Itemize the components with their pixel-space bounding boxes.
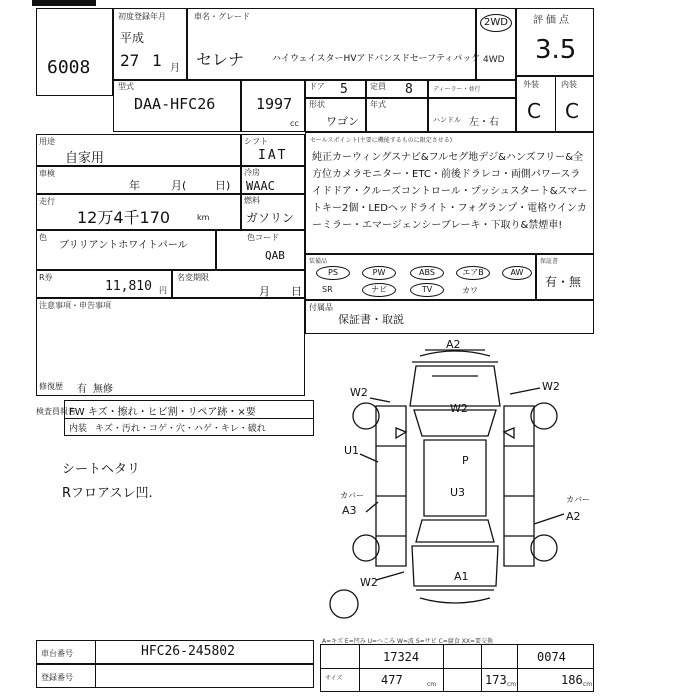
shift-label: シフト [244,137,268,146]
usage-label: 用途 [39,137,55,146]
map-u3: U3 [450,486,466,499]
displacement-cell [241,80,305,132]
model-label: 型式 [118,82,134,91]
map-a2-right: A2 [566,510,581,523]
chassis-label: 車台番号 [41,649,73,658]
lot-number: 6008 [47,57,91,78]
inspection-label: 車検 [39,169,55,178]
mileage: 12万4千170 [77,208,171,227]
color-code-cell [216,230,305,270]
map-a3: A3 [342,504,357,517]
cc-unit: cc [290,119,299,128]
usage: 自家用 [65,151,105,166]
car-name: セレナ [196,50,245,69]
inspector-line1: FW キズ・擦れ・ヒビ割・リペア跡・×要 [69,407,256,418]
body-cell [305,98,366,132]
exterior-interior-cell [516,76,594,132]
yen-unit: 円 [159,286,167,295]
fuel: ガソリン [246,211,295,225]
interior-label: 内装 [561,80,577,89]
map-kawa-left: カバー [340,491,364,500]
doors: 5 [340,82,348,97]
map-w2-right: W2 [542,380,560,393]
equip-tv: TV [410,283,444,297]
equipment-label: 装備品 [309,258,328,265]
chassis-number: HFC26-245802 [141,644,235,659]
color-label: 色 [39,233,47,242]
sales-points: 純正カーウィングスナビ&フルセグ地デジ&ハンズフリー&全方位カメラモニター・ETC・前後ドラレコ・両側パワースライドドア・クルーズコントロール・プッシュスタート&スマートキー2個・LEDヘッドライト・フォグランプ・電格ウインカーミラー・エマージェンシーブレーキ・下取り&禁煙車! [312,152,588,231]
dimension-grid [320,644,594,692]
doors-label: ドア [309,82,325,91]
steering-label: ハンドル [433,116,461,124]
map-w2-hood: W2 [450,402,468,415]
handwritten-note-1: シートヘタリ [62,462,141,477]
inspection-cell [36,166,241,194]
mileage-cell [36,194,241,230]
equip-kawa: カワ [462,286,478,295]
km-unit: km [197,213,210,222]
exterior-label: 外装 [523,80,539,89]
manual-label: 保証書 [540,258,559,265]
accessories-label: 付属品 [309,303,333,312]
map-a2-top: A2 [446,338,461,351]
notes-cell [36,298,305,396]
title-deadline-cell [172,270,305,298]
repair-label: 修復歴 [39,382,63,391]
color-code-label: 色コード [247,233,279,242]
ac: WAAC [246,179,275,193]
shift-cell [241,134,305,166]
recycle-fee: 11,810 [105,279,152,294]
seats-label: 定員 [370,82,386,91]
map-w2-left: W2 [350,386,368,399]
color-name: ブリリアントホワイトパール [59,240,188,251]
displacement: 1997 [256,95,293,113]
repair-value: 有 [77,384,87,395]
manual-value: 有・無 [545,275,582,289]
steering: 左・右 [469,117,499,128]
first-reg-label: 初度登録年月 [118,12,166,21]
box-number-a: 17324 [383,650,420,664]
drive-4wd: 4WD [483,55,505,65]
model-cell [113,80,241,132]
color-code: QAB [265,249,285,262]
length-unit: cm [427,681,437,688]
recycle-label: R券 [39,273,53,282]
reg-number-label: 登録番号 [41,673,73,682]
mileage-label: 走行 [39,197,55,206]
corner-tab [32,0,96,6]
inspector-box [64,400,314,436]
dim-label: サイズ [325,675,343,682]
era: 平成 [120,31,145,45]
ac-label: 冷房 [244,168,260,177]
sales-points-cell [305,132,594,254]
inspection-day-unit: 日) [215,179,231,192]
dealer-cell [428,80,516,98]
map-kawa-right: カバー [566,495,590,504]
first-registration-cell [113,8,187,80]
equip-sr: SR [322,285,333,294]
height: 186 [561,673,583,687]
lot-number-cell [36,8,113,96]
equip-ps: PS [316,266,350,280]
score: 3.5 [535,35,577,65]
exterior-grade: C [527,99,541,123]
width: 173 [485,673,507,687]
recycle-cell [36,270,172,298]
usage-cell [36,134,241,166]
color-cell [36,230,216,270]
car-damage-diagram [320,336,590,626]
inspection-year-unit: 年 [129,179,140,192]
reg-year: 27 [120,51,140,70]
sales-points-label: セールスポイント(主要に機能するものに限定させる) [310,137,453,144]
car-name-label: 車名・グレード [194,12,250,21]
map-p: P [462,454,469,467]
shift: IAT [258,148,288,163]
equipment-cell [305,254,536,300]
height-unit: cm [583,681,593,688]
drive-cell [476,8,516,80]
steering-cell [428,98,516,132]
accessories-cell [305,300,594,334]
length: 477 [381,673,403,687]
blank-cell [366,98,428,132]
title-day: 日 [291,285,302,298]
handwritten-note-2: Rフロアスレ凹. [62,486,153,501]
body-type: ワゴン [326,115,359,128]
fuel-cell [241,194,305,230]
code-legend: A=キズ E=凹み U=へこみ W=波 S=サビ C=腐食 XX=要交換 [322,638,493,645]
map-a1: A1 [454,570,469,583]
model-year-label: 年式 [370,100,386,109]
seats: 8 [405,82,413,97]
accessories: 保証書・取説 [338,313,404,326]
drive-2wd: 2WD [480,14,512,32]
equip-pw: PW [362,266,396,280]
inspector-line2-label: 内装 [69,424,88,434]
title-deadline-label: 名変期限 [177,273,209,282]
equip-ab: エアB [456,266,490,280]
reg-month: 1 [152,51,162,70]
inspector-line2: キズ・汚れ・コゲ・穴・ハゲ・キレ・破れ [95,424,266,434]
seats-cell [366,80,428,98]
reg-number-cell [36,664,314,688]
dealer-label: ディーラー・並行 [433,86,481,93]
inspector-label: 検査員報告 [36,407,76,416]
map-w2-bottom: W2 [360,576,378,589]
month-suffix: 月 [170,63,180,74]
equip-abs: ABS [410,266,444,280]
body-label: 形状 [309,100,325,109]
title-month: 月 [259,285,270,298]
map-u1: U1 [344,444,360,457]
chassis-cell [36,640,314,664]
grade: ハイウェイスターHVアドバンスドセーフティパッケ [272,54,481,64]
car-name-cell [187,8,481,80]
doors-cell [305,80,366,98]
score-label: 評価点 [533,15,572,26]
width-unit: cm [507,681,517,688]
repair-note: 無修 [93,384,113,395]
interior-grade: C [565,99,579,123]
equip-navi: ナビ [362,283,396,297]
manual-cell [536,254,594,300]
ac-cell [241,166,305,194]
equip-aw: AW [502,266,532,280]
fuel-label: 燃料 [244,196,260,205]
score-cell [516,8,594,76]
model-code: DAA-HFC26 [134,95,216,113]
notes-label: 注意事項・申告事項 [39,301,111,310]
box-number-b: 0074 [537,650,566,664]
inspection-month-unit: 月( [171,179,187,192]
